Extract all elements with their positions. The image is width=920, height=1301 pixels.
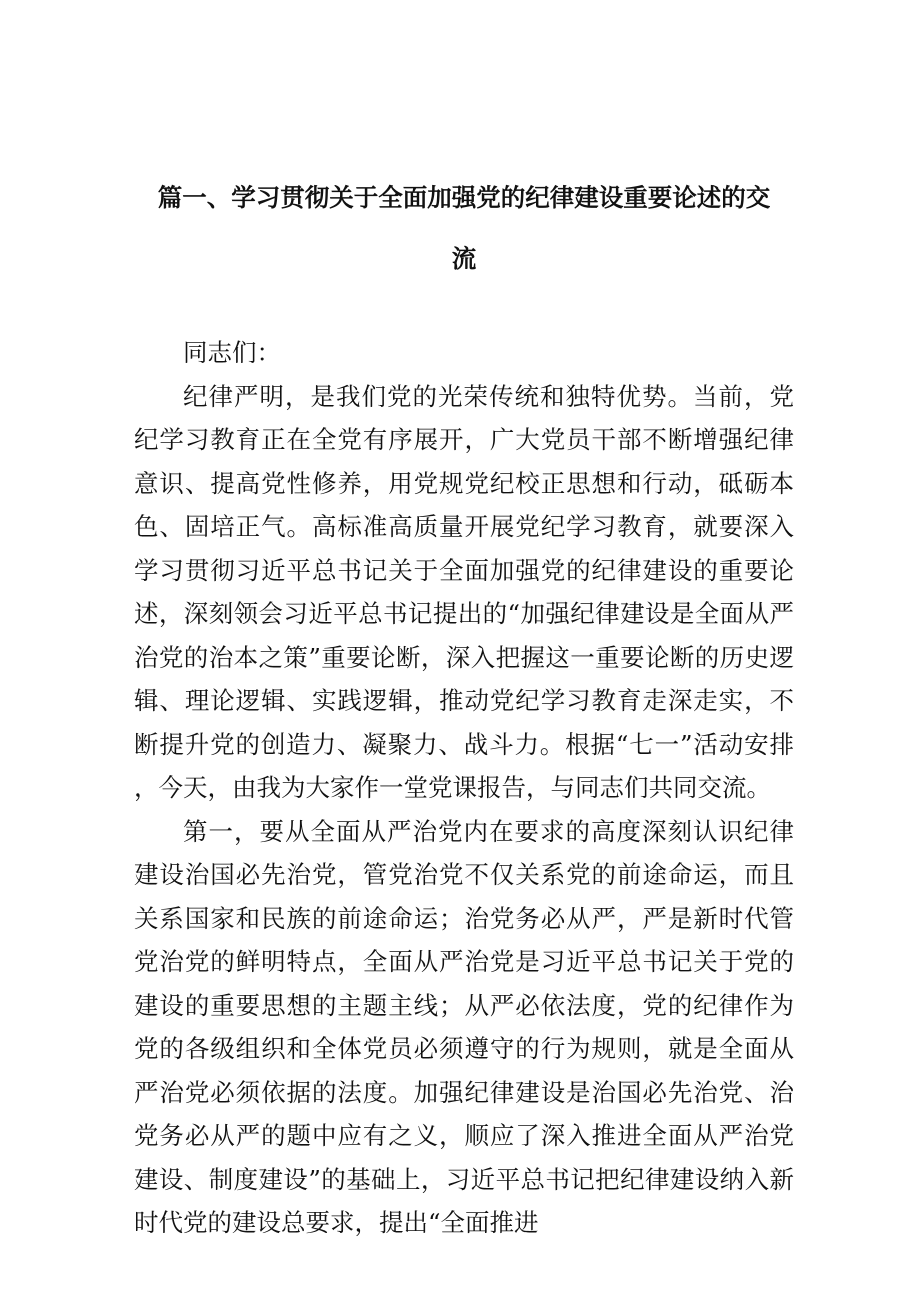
paragraph-2: 第一，要从全面从严治党内在要求的高度深刻认识纪律建设治国必先治党，管党治党不仅关系党的前途命运，而且关系国家和民族的前途命运；治党务必从严，严是新时代管党治党的鲜明特点，全面从严治党是习近平总书记关于党的建设的重要思想的主题主线；从严必依法度，党的纪律作为党的各级组织和全体党员必须遵守的行为规则，就是全面从严治党必须依据的法度。加强纪律建设是治国必先治党、治党务必从严的题中应有之义，顺应了深入推进全面从严治党建设、制度建设”的基础上，习近平总书记把纪律建设纳入新时代党的建设总要求，提出“全面推进 [134,816,794,1237]
title-line-1: 篇一、学习贯彻关于全面加强党的纪律建设重要论述的交 [157,183,771,212]
paragraph-1: 纪律严明，是我们党的光荣传统和独特优势。当前，党纪学习教育正在全党有序展开，广大党员干部不断增强纪律意识、提高党性修养，用党规党纪校正思想和行动，砥砺本色、固培正气。高标准高质量开展党纪学习教育，就要深入学习贯彻习近平总书记关于全面加强党的纪律建设的重要论述，深刻领会习近平总书记提出的“加强纪律建设是全面从严治党的治本之策”重要论断，深入把握这一重要论断的历史逻辑、理论逻辑、实践逻辑，推动党纪学习教育走深走实，不断提升党的创造力、凝聚力、战斗力。根据“七一”活动安排，今天，由我为大家作一堂党课报告，与同志们共同交流。 [134,381,794,802]
greeting: 同志们： [183,338,281,367]
document-body [134,331,794,1245]
document-title [134,167,794,289]
title-line-2: 流 [451,244,477,273]
